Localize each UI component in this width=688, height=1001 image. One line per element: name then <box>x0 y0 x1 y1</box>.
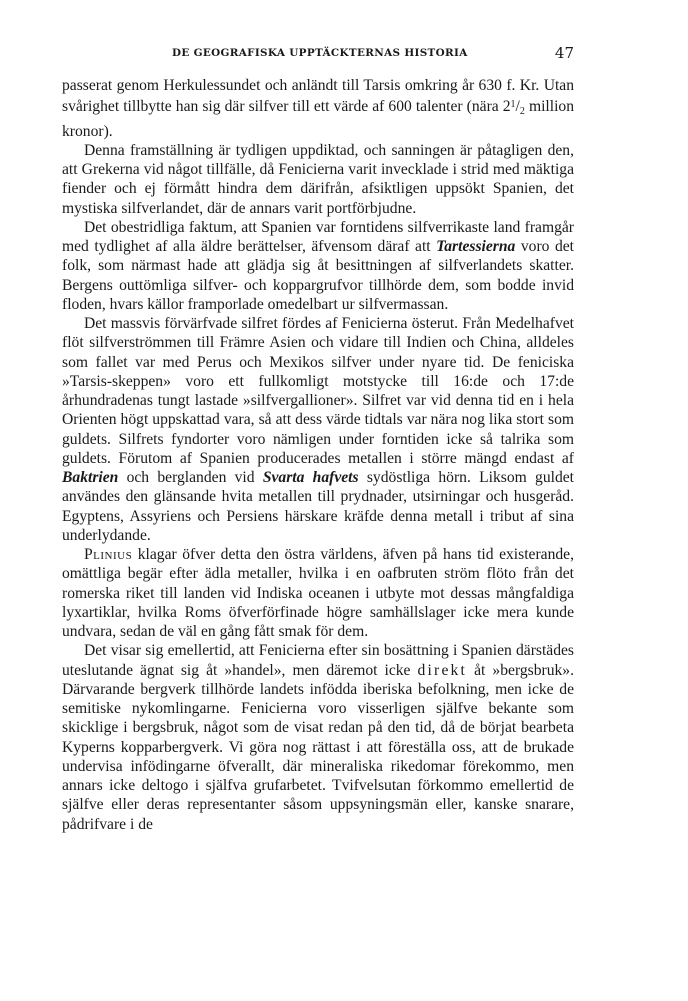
fraction-numerator: 1 <box>510 99 516 111</box>
paragraph-6 <box>62 641 574 834</box>
fraction-denominator: 2 <box>519 106 525 118</box>
page-number: 47 <box>554 44 574 62</box>
text-run: Det visar sig emellertid, att Fenicierna efter sin bosättning i Spanien därstädes uteslutande ägnat sig åt »handel», men däremot icke <box>62 642 574 679</box>
emphasis-tartessierna: Tartessierna <box>436 238 516 255</box>
page-header <box>62 44 574 68</box>
emphasis-direkt: direkt <box>417 661 468 679</box>
running-title: DE GEOGRAFISKA UPPTÄCKTERNAS HISTORIA <box>172 47 468 59</box>
paragraph-4 <box>62 314 574 545</box>
emphasis-baktrien: Baktrien <box>62 469 119 486</box>
paragraph-5 <box>62 545 574 641</box>
body-text <box>62 76 574 834</box>
emphasis-svarta-hafvets: Svarta hafvets <box>262 469 359 486</box>
text-run: voro det folk, som närmast hade att glädja sig åt besittningen af silfverlandets skatter. Bergens outtömliga silfver- och koppargrufvor tillhörde dem, som bodde invid floden, hvars källor framporlade omedelbart ur silfvermassan. <box>62 238 574 313</box>
fraction-separator: / <box>515 98 520 116</box>
name-plinius: Plinius <box>84 546 133 563</box>
text-run: passerat genom Herkulessundet och anländt till Tarsis omkring år 630 f. Kr. Utan svårighet tillbytte han sig där silfver till ett värde af 600 talenter (nära 2 <box>62 77 574 116</box>
text-run: million kronor). <box>62 98 575 140</box>
paragraph-1 <box>62 76 574 141</box>
text-run: Det obestridliga faktum, att Spanien var forntidens silfverrikaste land framgår med tydlighet af alla äldre berättelser, äfvensom däraf att <box>62 218 574 255</box>
text-run: åt »bergsbruk». Därvarande bergverk tillhörde landets infödda iberiska befolkning, men icke de semitiske nykomlingarne. Fenicierna voro visserligen själfve bekante som skicklige i bergsbruk, något som de visat redan på den tid, då de börjat bearbeta Kyperns kopparbergverk. Vi göra nog rättast i att föreställa oss, att de brukade undervisa infödingarne öfverallt, där mineraliska rikedomar förekommo, men annars icke deltogo i själfva grufarbetet. Tvifvelsutan förkommo emellertid de själfve eller deras representanter såsom uppsyningsmän eller, kanske snarare, pådrifvare i de <box>62 661 574 833</box>
paragraph-3 <box>62 218 574 314</box>
paragraph-2: Denna framställning är tydligen uppdiktad, och sanningen är påtagligen den, att Grekerna vid något tillfälle, då Fenicierna varit invecklade i strid med mäktiga fiender och ej förmått hindra dem därifrån, afsiktligen uppsökt Spanien, det mystiska silfverlandet, där de annars varit portförbjudne. <box>62 141 574 217</box>
text-run: klagar öfver detta den östra världens, äfven på hans tid existerande, omättliga begär efter ädla metaller, hvilka i en oafbruten ström flöto från det romerska riket till landen vid Indiska oceanen i utbyte mot dessas mångfaldiga lyxartiklar, hvilka Roms öfverförfinade högre samhällslager icke mera kunde undvara, sedan de väl en gång fått smak för dem. <box>62 546 574 640</box>
text-run: och berglanden vid <box>118 469 263 486</box>
text-run: Det massvis förvärfvade silfret fördes af Fenicierna österut. Från Medelhafvet flöt silfverströmmen till Främre Asien och vidare till Indien och China, alldeles som fallet var med Perus och Mexikos silfver under nyare tid. De feniciska »Tarsis-skeppen» voro ett fullkomligt motstycke till 16:de och 17:de århundradenas tungt lastade »silfvergallioner». Silfret var vid denna tid en i hela Orienten högt uppskattad vara, så att dess värde tidtals var nära nog lika stort som guldets. Silfrets fyndorter voro nämligen under forntiden icke så talrika som guldets. Förutom af Spanien producerades metallen i större mängd endast af <box>62 315 574 467</box>
text-run: sydöstliga hörn. Liksom guldet användes den glänsande hvita metallen till prydnader, utsirningar och husgeråd. Egyptens, Assyriens och Persiens härskare kräfde denna metall i tribut af sina underlydande. <box>62 469 574 544</box>
